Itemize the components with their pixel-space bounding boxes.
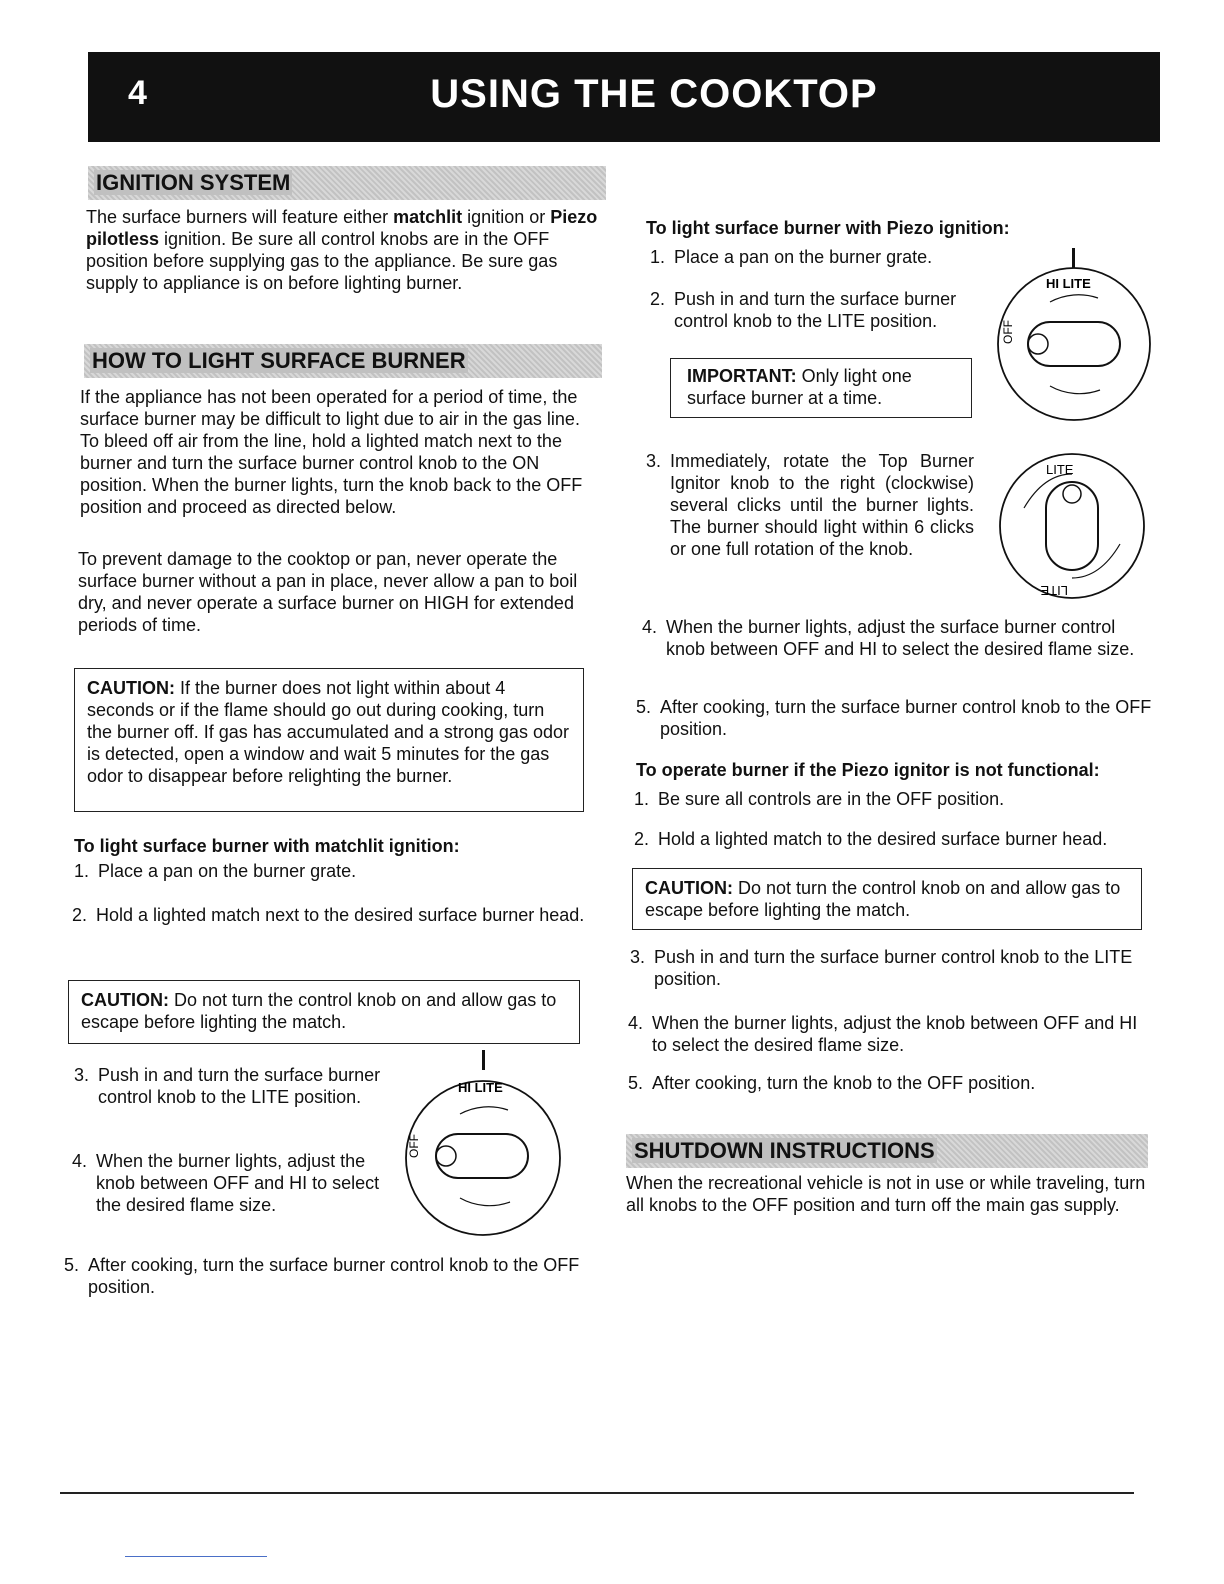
page-title: USING THE COOKTOP	[430, 72, 878, 116]
burner-knob-diagram-piezo	[990, 244, 1160, 428]
piezo-step-2: 2. Push in and turn the surface burner control knob to the LITE position.	[650, 289, 957, 331]
ignition-system-text: The surface burners will feature either matchlit ignition or Piezo pilotless ignition. Be sure all control knobs are in the OFF position before supplying gas to the appliance. Be sure gas supply to appliance is on before lighting burner.	[86, 207, 598, 293]
shutdown-text: When the recreational vehicle is not in use or while traveling, turn all knobs to the OFF position and turn off the main gas supply.	[626, 1173, 1146, 1215]
ignition-system-heading: IGNITION SYSTEM	[88, 166, 606, 200]
not-functional-heading: To operate burner if the Piezo ignitor is not functional:	[636, 760, 1100, 780]
page-header-banner	[88, 52, 1160, 142]
knob-label-hi-lite: HI LITE	[1046, 276, 1091, 291]
matchlit-heading: To light surface burner with matchlit ignition:	[74, 836, 460, 856]
matchlit-step-3: 3. Push in and turn the surface burner control knob to the LITE position.	[74, 1065, 381, 1107]
how-to-light-heading: HOW TO LIGHT SURFACE BURNER	[84, 344, 602, 378]
how-to-light-para2: To prevent damage to the cooktop or pan, never operate the surface burner without a pan in place, never allow a pan to boil dry, and never operate a surface burner on HIGH for extended periods of time.	[78, 549, 578, 635]
matchlit-step-5: 5. After cooking, turn the surface burner control knob to the OFF position.	[64, 1255, 580, 1297]
piezo-step-4: 4. When the burner lights, adjust the surface burner control knob between OFF and HI to select the desired flame size.	[642, 617, 1135, 659]
piezo-step-5: 5. After cooking, turn the surface burner control knob to the OFF position.	[636, 697, 1152, 739]
piezo-heading: To light surface burner with Piezo ignition:	[646, 218, 1010, 238]
footer-rule	[60, 1492, 1134, 1494]
knob-label-off: OFF	[407, 1134, 421, 1158]
knob-label-off: OFF	[1001, 320, 1015, 344]
matchlit-step-2: 2. Hold a lighted match next to the desired surface burner head.	[72, 905, 585, 925]
shutdown-heading: SHUTDOWN INSTRUCTIONS	[626, 1134, 1148, 1168]
not-functional-step-5: 5. After cooking, turn the knob to the OFF position.	[628, 1073, 1036, 1093]
piezo-step-3: 3. Immediately, rotate the Top Burner Ignitor knob to the right (clockwise) several clicks until the burner lights. The burner should light within 6 clicks or one full rotation of the knob.	[646, 451, 974, 559]
not-functional-step-4: 4. When the burner lights, adjust the knob between OFF and HI to select the desired flame size.	[628, 1013, 1138, 1055]
matchlit-step-1: 1. Place a pan on the burner grate.	[74, 861, 357, 881]
not-functional-step-1: 1. Be sure all controls are in the OFF position.	[634, 789, 1005, 809]
matchlit-step-4: 4. When the burner lights, adjust the knob between OFF and HI to select the desired flame size.	[72, 1151, 380, 1215]
caution-box-matchlit: CAUTION: Do not turn the control knob on and allow gas to escape before lighting the match.	[68, 980, 580, 1044]
ignitor-label-lite: LITE	[1046, 462, 1074, 477]
ignitor-label-lite-bottom: LITE	[1040, 583, 1068, 598]
knob-label-hi-lite: HI LITE	[458, 1080, 503, 1095]
caution-box-gas: CAUTION: If the burner does not light within about 4 seconds or if the flame should go out during cooking, turn the burner off. If gas has accumulated and a strong gas odor is detected, open a window and wait 5 minutes for the gas odor to disappear before relighting the burner.	[74, 668, 584, 812]
important-box: IMPORTANT: Only light one surface burner at a time.	[670, 358, 972, 418]
caution-box-not-functional: CAUTION: Do not turn the control knob on and allow gas to escape before lighting the match.	[632, 868, 1142, 930]
page-number: 4	[128, 74, 147, 112]
how-to-light-para1: If the appliance has not been operated for a period of time, the surface burner may be difficult to light due to air in the gas line. To bleed off air from the line, hold a lighted match next to the burner and turn the surface burner control knob to the ON position. When the burner lights, turn the knob back to the OFF position and proceed as directed below.	[80, 387, 583, 517]
footer-link-line	[125, 1556, 267, 1557]
ignitor-knob-diagram	[984, 448, 1160, 608]
burner-knob-diagram-matchlit	[398, 1046, 568, 1242]
not-functional-step-2: 2. Hold a lighted match to the desired surface burner head.	[634, 829, 1108, 849]
not-functional-step-3: 3. Push in and turn the surface burner control knob to the LITE position.	[630, 947, 1133, 989]
piezo-step-1: 1. Place a pan on the burner grate.	[650, 247, 933, 267]
